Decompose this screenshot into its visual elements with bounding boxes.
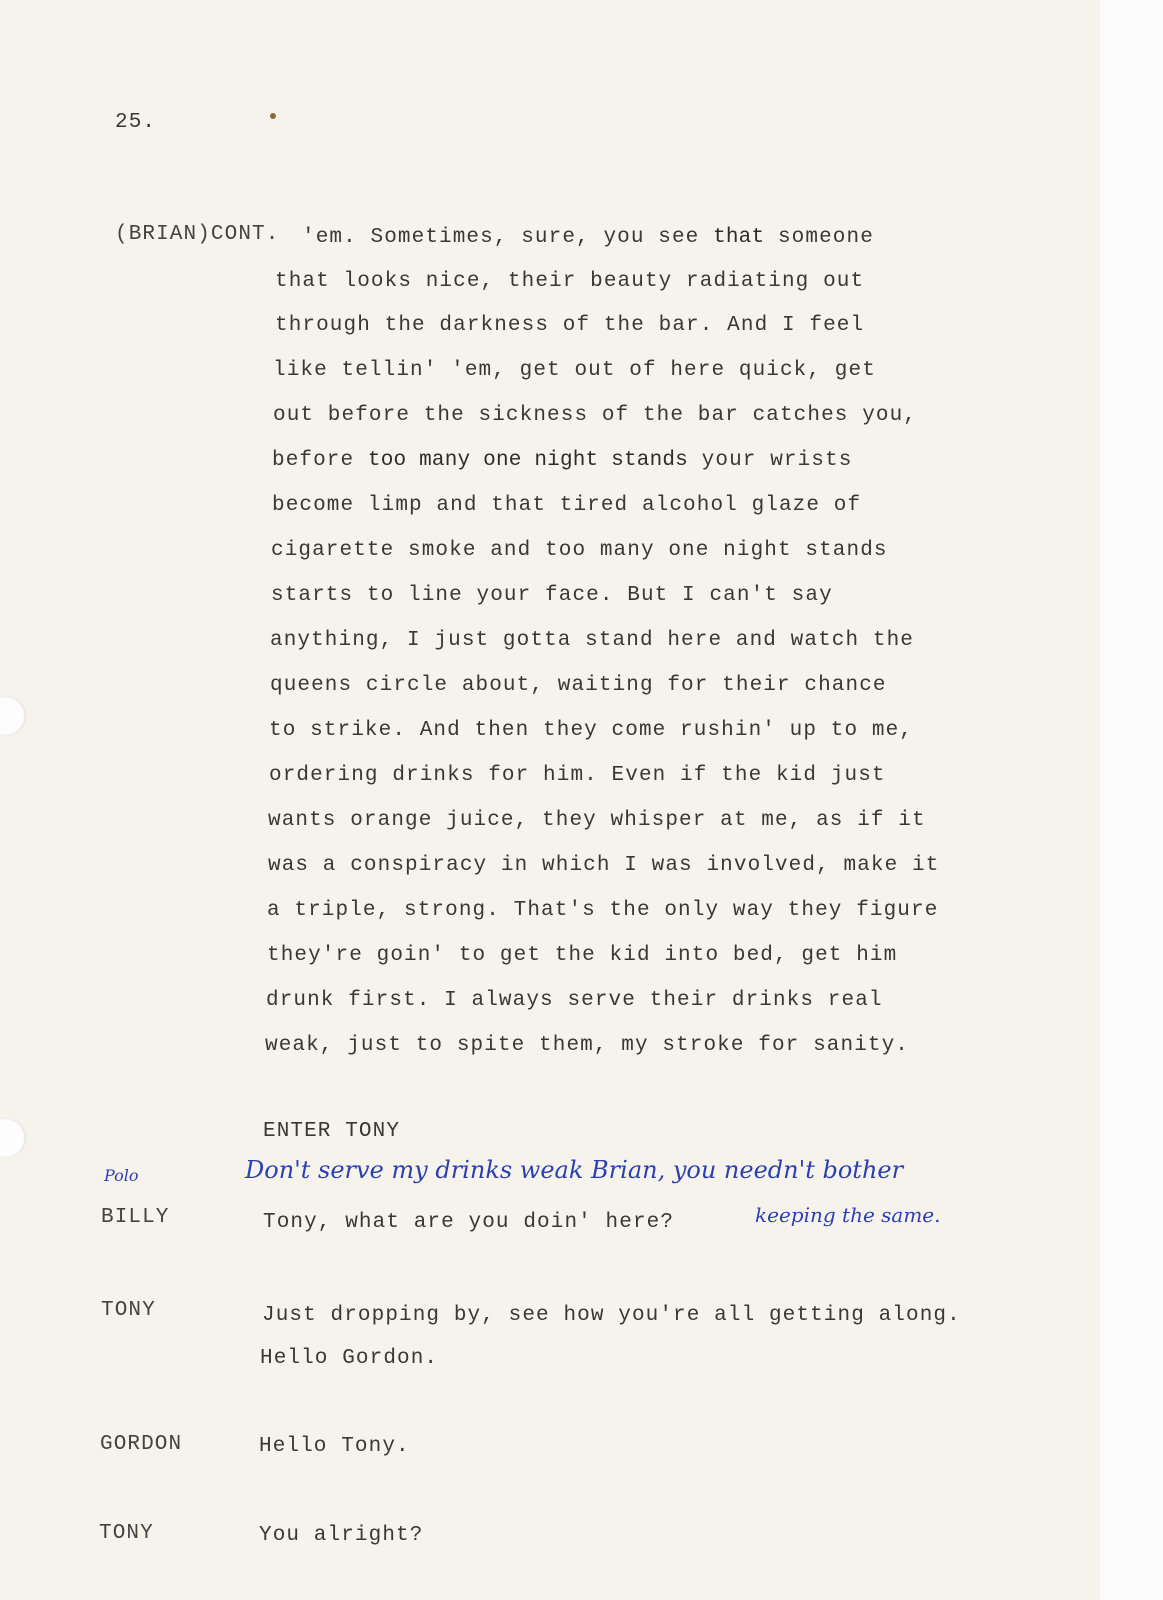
speaker-brian-cont: (BRIAN)CONT.	[115, 223, 280, 246]
speech-line: like tellin' 'em, get out of here quick, get	[273, 359, 876, 382]
speech-line: a triple, strong. That's the only way they figure	[267, 899, 939, 922]
speaker-tony: TONY	[99, 1522, 154, 1545]
speech-line: out before the sickness of the bar catches you,	[273, 404, 917, 427]
handwritten-line: keeping the same.	[755, 1203, 941, 1227]
struck-word: that	[713, 226, 765, 249]
speech-line: that looks nice, their beauty radiating out	[275, 270, 865, 293]
speech-line: was a conspiracy in which I was involved, make it	[268, 854, 940, 877]
struck-phrase: too many one night stands	[367, 449, 688, 472]
punch-hole	[0, 1118, 26, 1158]
speaker-gordon: GORDON	[100, 1433, 183, 1456]
dialogue-line: Just dropping by, see how you're all getting along.	[262, 1304, 961, 1327]
page-edge	[1100, 0, 1163, 1600]
stage-direction: ENTER TONY	[263, 1120, 401, 1143]
speech-line: drunk first. I always serve their drinks real	[266, 989, 883, 1012]
punch-hole	[0, 696, 26, 736]
speech-line: queens circle about, waiting for their chance	[270, 674, 887, 697]
dialogue-line: Tony, what are you doin' here?	[263, 1211, 675, 1234]
speaker-tony: TONY	[101, 1299, 156, 1322]
dialogue-line: Hello Gordon.	[260, 1347, 439, 1370]
speech-line: become limp and that tired alcohol glaze of	[272, 494, 862, 517]
speech-line: they're goin' to get the kid into bed, get him	[267, 944, 898, 967]
handwritten-line: Don't serve my drinks weak Brian, you needn't bother	[245, 1156, 904, 1184]
ink-speck	[270, 113, 276, 119]
dialogue-line: Hello Tony.	[259, 1435, 410, 1458]
dialogue-line: You alright?	[259, 1524, 424, 1547]
page-number: 25.	[115, 111, 157, 134]
speech-line: to strike. And then they come rushin' up to me,	[269, 719, 913, 742]
speech-line: 'em. Sometimes, sure, you see that someone	[302, 226, 874, 249]
handwritten-margin-name: Polo	[104, 1166, 139, 1185]
speech-line: ordering drinks for him. Even if the kid just	[269, 764, 886, 787]
speaker-billy: BILLY	[101, 1206, 170, 1229]
speech-line: through the darkness of the bar. And I feel	[275, 314, 865, 337]
speech-line: wants orange juice, they whisper at me, as if it	[268, 809, 926, 832]
speech-line: cigarette smoke and too many one night stands	[271, 539, 888, 562]
speech-line: anything, I just gotta stand here and watch the	[270, 629, 914, 652]
speech-line: starts to line your face. But I can't say	[271, 584, 833, 607]
speech-line: before too many one night stands your wrists	[272, 449, 853, 472]
speech-line: weak, just to spite them, my stroke for sanity.	[265, 1034, 909, 1057]
